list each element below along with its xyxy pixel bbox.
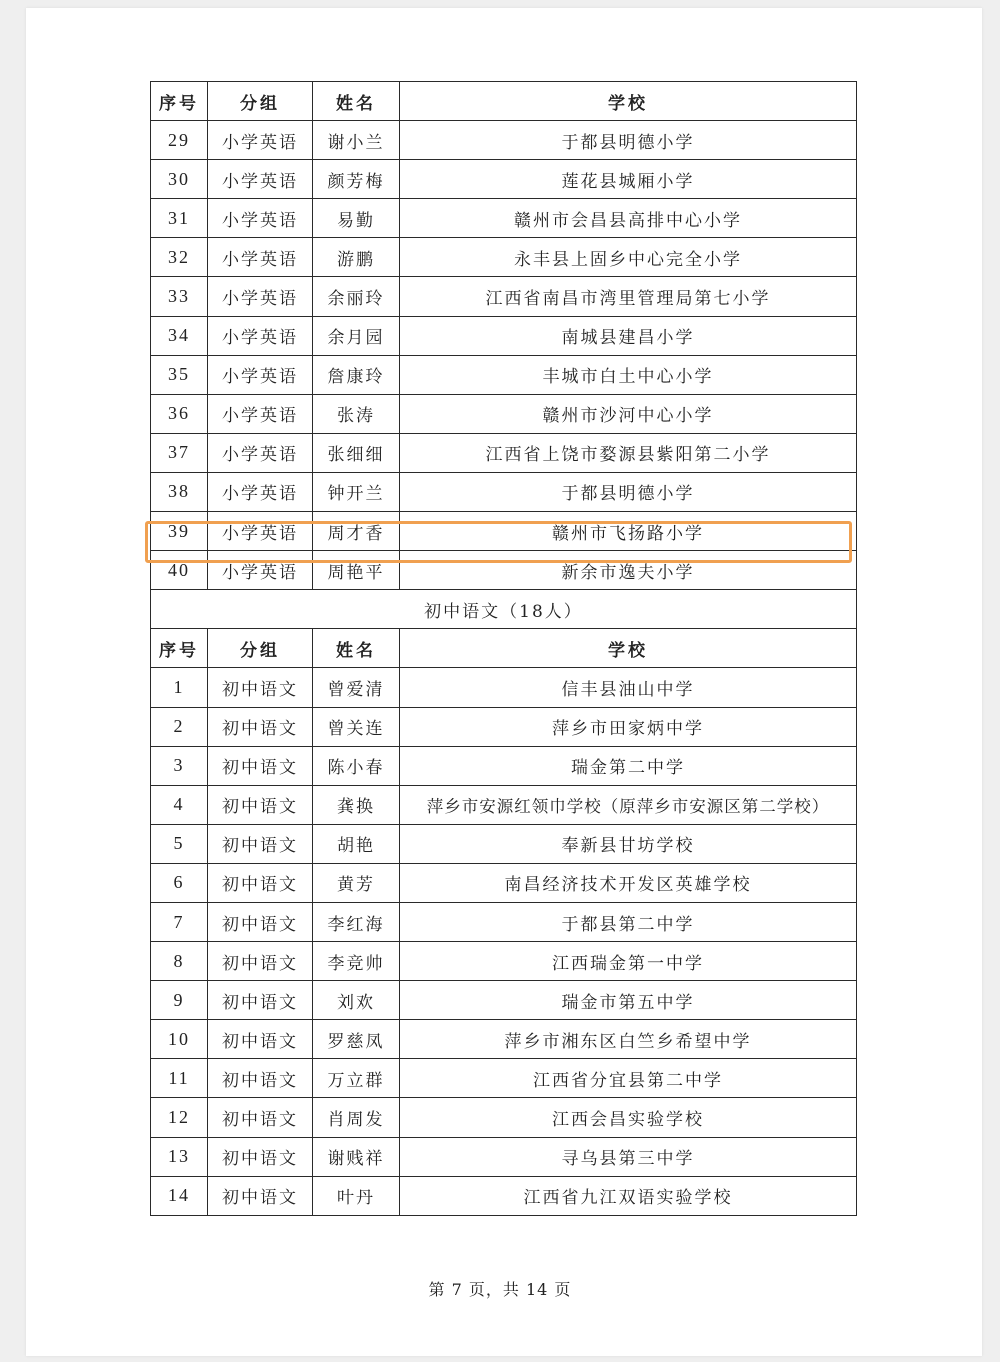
- row-school: 南城县建昌小学: [400, 316, 857, 355]
- row-group: 初中语文: [208, 824, 313, 863]
- header-group: 分组: [208, 629, 313, 668]
- row-name: 曾关连: [313, 707, 400, 746]
- header-group: 分组: [208, 82, 313, 121]
- row-school: 赣州市会昌县高排中心小学: [400, 199, 857, 238]
- table-row: [151, 824, 857, 863]
- row-school: 奉新县甘坊学校: [400, 824, 857, 863]
- row-name: 游鹏: [313, 238, 400, 277]
- header-row: [151, 629, 857, 668]
- table-row: [151, 785, 857, 824]
- row-index: 33: [151, 277, 208, 316]
- row-group: 初中语文: [208, 942, 313, 981]
- row-group: 初中语文: [208, 981, 313, 1020]
- row-name: 李竞帅: [313, 942, 400, 981]
- table-row: [151, 394, 857, 433]
- row-group: 小学英语: [208, 355, 313, 394]
- row-name: 黄芳: [313, 863, 400, 902]
- row-group: 初中语文: [208, 668, 313, 707]
- table-row: [151, 316, 857, 355]
- row-group: 小学英语: [208, 551, 313, 590]
- row-school: 莲花县城厢小学: [400, 160, 857, 199]
- header-school: 学校: [400, 629, 857, 668]
- row-name: 谢小兰: [313, 121, 400, 160]
- row-group: 初中语文: [208, 746, 313, 785]
- row-name: 余丽玲: [313, 277, 400, 316]
- table-row: [151, 1020, 857, 1059]
- table-row: [151, 512, 857, 551]
- table-row: [151, 121, 857, 160]
- row-group: 初中语文: [208, 785, 313, 824]
- row-group: 初中语文: [208, 1176, 313, 1215]
- row-index: 1: [151, 668, 208, 707]
- section-title: 初中语文（18人）: [151, 590, 857, 629]
- row-school: 江西瑞金第一中学: [400, 942, 857, 981]
- section-row: [151, 590, 857, 629]
- row-index: 8: [151, 942, 208, 981]
- row-group: 小学英语: [208, 160, 313, 199]
- row-name: 周才香: [313, 512, 400, 551]
- table-row: [151, 433, 857, 472]
- row-school: 永丰县上固乡中心完全小学: [400, 238, 857, 277]
- table-row: [151, 355, 857, 394]
- row-index: 4: [151, 785, 208, 824]
- row-index: 7: [151, 902, 208, 941]
- page-footer: 第 7 页，共 14 页: [428, 1280, 572, 1299]
- row-index: 37: [151, 433, 208, 472]
- row-school: 新余市逸夫小学: [400, 551, 857, 590]
- row-index: 36: [151, 394, 208, 433]
- row-school: 萍乡市湘东区白竺乡希望中学: [400, 1020, 857, 1059]
- row-index: 39: [151, 512, 208, 551]
- row-group: 小学英语: [208, 277, 313, 316]
- row-name: 胡艳: [313, 824, 400, 863]
- row-index: 35: [151, 355, 208, 394]
- row-group: 初中语文: [208, 1137, 313, 1176]
- row-group: 小学英语: [208, 394, 313, 433]
- row-group: 小学英语: [208, 199, 313, 238]
- row-group: 小学英语: [208, 121, 313, 160]
- row-school: 江西省分宜县第二中学: [400, 1059, 857, 1098]
- table-row: [151, 981, 857, 1020]
- row-name: 钟开兰: [313, 472, 400, 511]
- row-index: 14: [151, 1176, 208, 1215]
- row-group: 初中语文: [208, 1098, 313, 1137]
- row-school: 瑞金第二中学: [400, 746, 857, 785]
- row-school: 赣州市飞扬路小学: [400, 512, 857, 551]
- row-group: 初中语文: [208, 1059, 313, 1098]
- row-school: 丰城市白土中心小学: [400, 355, 857, 394]
- row-school: 寻乌县第三中学: [400, 1137, 857, 1176]
- row-name: 颜芳梅: [313, 160, 400, 199]
- row-name: 谢贱祥: [313, 1137, 400, 1176]
- row-name: 周艳平: [313, 551, 400, 590]
- row-index: 3: [151, 746, 208, 785]
- row-index: 12: [151, 1098, 208, 1137]
- row-index: 32: [151, 238, 208, 277]
- row-group: 初中语文: [208, 707, 313, 746]
- row-index: 34: [151, 316, 208, 355]
- table-row: [151, 746, 857, 785]
- row-group: 小学英语: [208, 433, 313, 472]
- row-index: 5: [151, 824, 208, 863]
- table-row: [151, 551, 857, 590]
- row-school: 萍乡市安源红领巾学校（原萍乡市安源区第二学校）: [400, 785, 857, 824]
- table-row: [151, 160, 857, 199]
- row-school: 江西省九江双语实验学校: [400, 1176, 857, 1215]
- row-name: 曾爱清: [313, 668, 400, 707]
- table-row: [151, 707, 857, 746]
- table-row: [151, 942, 857, 981]
- row-school: 江西省上饶市婺源县紫阳第二小学: [400, 433, 857, 472]
- row-index: 40: [151, 551, 208, 590]
- row-index: 6: [151, 863, 208, 902]
- row-name: 易勤: [313, 199, 400, 238]
- row-index: 13: [151, 1137, 208, 1176]
- table-row: [151, 1098, 857, 1137]
- roster-table: [150, 81, 857, 1216]
- table-row: [151, 863, 857, 902]
- row-index: 31: [151, 199, 208, 238]
- row-school: 于都县第二中学: [400, 902, 857, 941]
- row-name: 李红海: [313, 902, 400, 941]
- table-row: [151, 668, 857, 707]
- row-name: 张涛: [313, 394, 400, 433]
- row-school: 于都县明德小学: [400, 472, 857, 511]
- row-index: 9: [151, 981, 208, 1020]
- row-index: 38: [151, 472, 208, 511]
- table-row: [151, 1059, 857, 1098]
- row-name: 叶丹: [313, 1176, 400, 1215]
- row-name: 龚换: [313, 785, 400, 824]
- row-group: 初中语文: [208, 902, 313, 941]
- row-school: 萍乡市田家炳中学: [400, 707, 857, 746]
- row-name: 肖周发: [313, 1098, 400, 1137]
- row-index: 29: [151, 121, 208, 160]
- row-index: 10: [151, 1020, 208, 1059]
- row-group: 初中语文: [208, 863, 313, 902]
- table-row: [151, 199, 857, 238]
- table-row: [151, 1176, 857, 1215]
- row-name: 刘欢: [313, 981, 400, 1020]
- row-school: 于都县明德小学: [400, 121, 857, 160]
- row-school: 赣州市沙河中心小学: [400, 394, 857, 433]
- header-index: 序号: [151, 82, 208, 121]
- header-name: 姓名: [313, 82, 400, 121]
- row-index: 2: [151, 707, 208, 746]
- header-index: 序号: [151, 629, 208, 668]
- row-name: 余月园: [313, 316, 400, 355]
- header-school: 学校: [400, 82, 857, 121]
- row-name: 张细细: [313, 433, 400, 472]
- row-group: 小学英语: [208, 472, 313, 511]
- row-group: 初中语文: [208, 1020, 313, 1059]
- row-name: 罗慈凤: [313, 1020, 400, 1059]
- row-school: 瑞金市第五中学: [400, 981, 857, 1020]
- table-row: [151, 238, 857, 277]
- row-group: 小学英语: [208, 316, 313, 355]
- header-row: [151, 82, 857, 121]
- row-group: 小学英语: [208, 512, 313, 551]
- table-row: [151, 472, 857, 511]
- row-school: 江西省南昌市湾里管理局第七小学: [400, 277, 857, 316]
- row-name: 万立群: [313, 1059, 400, 1098]
- row-group: 小学英语: [208, 238, 313, 277]
- row-name: 陈小春: [313, 746, 400, 785]
- table-row: [151, 1137, 857, 1176]
- table-row: [151, 902, 857, 941]
- table-row: [151, 277, 857, 316]
- row-school: 信丰县油山中学: [400, 668, 857, 707]
- header-name: 姓名: [313, 629, 400, 668]
- row-index: 11: [151, 1059, 208, 1098]
- row-name: 詹康玲: [313, 355, 400, 394]
- row-index: 30: [151, 160, 208, 199]
- row-school: 南昌经济技术开发区英雄学校: [400, 863, 857, 902]
- row-school: 江西会昌实验学校: [400, 1098, 857, 1137]
